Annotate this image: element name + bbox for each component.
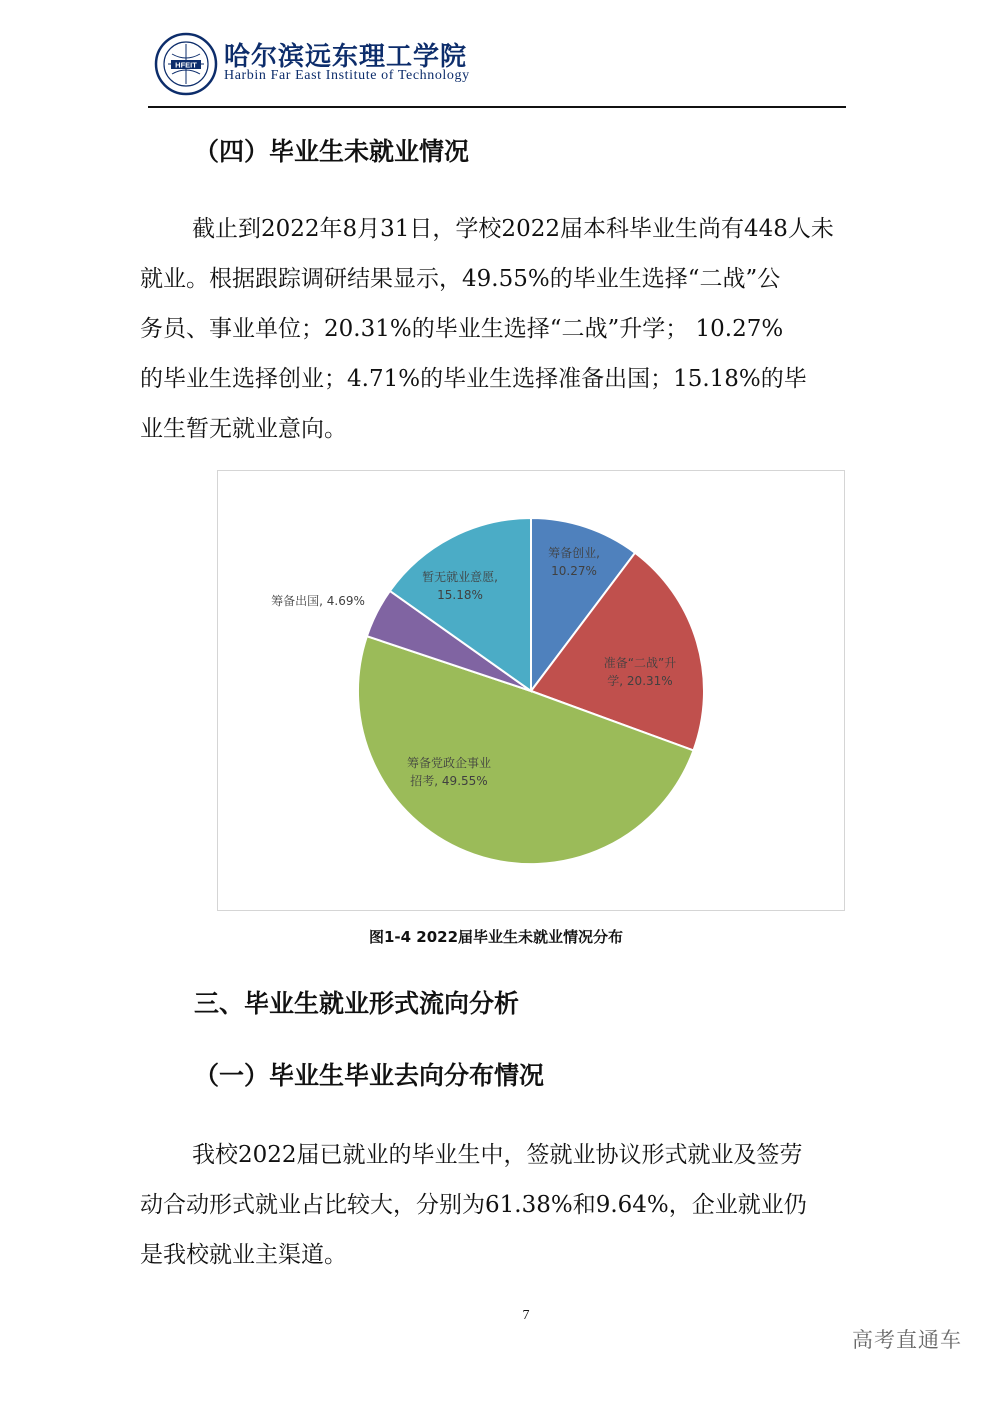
section-4-paragraph bbox=[140, 204, 900, 454]
pie-slice-label: 暂无就业意愿, 15.18% bbox=[422, 570, 498, 602]
pie-chart-svg bbox=[218, 471, 844, 910]
paragraph-line: 是我校就业主渠道。 bbox=[140, 1242, 347, 1268]
paragraph-line: 我校2022届已就业的毕业生中，签就业协议形式就业及签劳 bbox=[192, 1142, 803, 1168]
paragraph-line: 动合动形式就业占比较大，分别为61.38%和9.64%，企业就业仍 bbox=[140, 1192, 807, 1218]
school-emblem bbox=[154, 32, 218, 96]
pie-chart bbox=[217, 470, 845, 911]
section-3-1-heading: （一）毕业生毕业去向分布情况 bbox=[194, 1061, 545, 1090]
emblem-text: HFEIT bbox=[175, 60, 197, 70]
section-3-heading: 三、毕业生就业形式流向分析 bbox=[194, 989, 520, 1018]
header-divider bbox=[148, 106, 846, 108]
paragraph-line: 截止到2022年8月31日，学校2022届本科毕业生尚有448人未 bbox=[192, 216, 834, 242]
watermark: 高考直通车 bbox=[852, 1328, 962, 1352]
paragraph-line: 的毕业生选择创业；4.71%的毕业生选择准备出国；15.18%的毕 bbox=[140, 366, 807, 392]
paragraph-line: 就业。根据跟踪调研结果显示，49.55%的毕业生选择“二战”公 bbox=[140, 266, 781, 292]
section-4-heading: （四）毕业生未就业情况 bbox=[194, 137, 470, 166]
pie-slice-label: 筹备出国, 4.69% bbox=[271, 594, 365, 608]
paragraph-line: 业生暂无就业意向。 bbox=[140, 416, 347, 442]
paragraph-line: 务员、事业单位；20.31%的毕业生选择“二战”升学； 10.27% bbox=[140, 316, 784, 342]
pie-slice-label: 准备“二战”升学, 20.31% bbox=[603, 656, 677, 688]
pie-slice-label: 筹备创业, 10.27% bbox=[548, 546, 600, 578]
figure-caption: 图1-4 2022届毕业生未就业情况分布 bbox=[368, 928, 624, 946]
school-name-en: Harbin Far East Institute of Technology bbox=[224, 68, 470, 83]
section-3-1-paragraph bbox=[140, 1130, 900, 1280]
school-name-cn: 哈尔滨远东理工学院 bbox=[224, 42, 468, 72]
page-number: 7 bbox=[522, 1308, 530, 1323]
pie-slice-label: 筹备党政企事业招考, 49.55% bbox=[406, 756, 492, 788]
